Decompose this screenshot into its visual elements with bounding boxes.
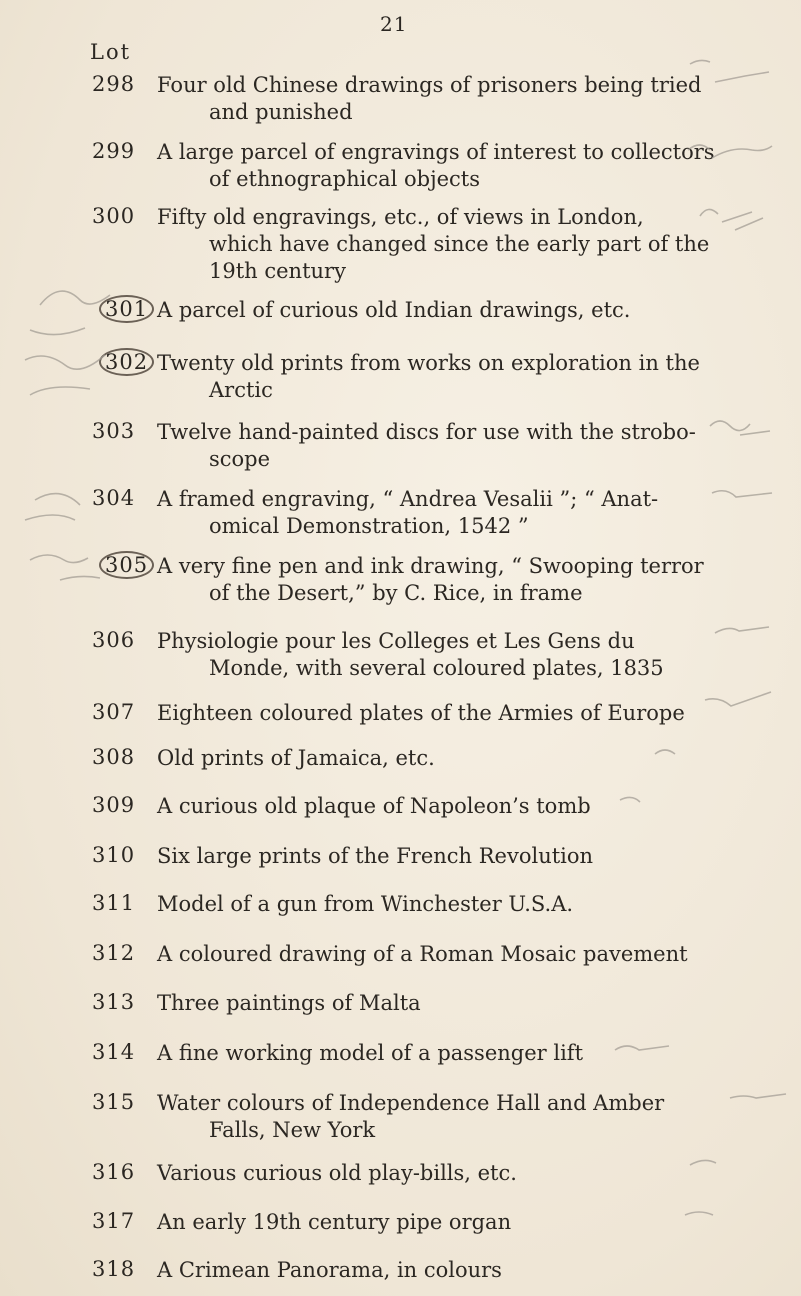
lot-number: 310 — [92, 843, 136, 867]
lot-number: 300 — [92, 204, 136, 228]
lot-number: 316 — [92, 1160, 136, 1184]
pencil-mark — [25, 355, 105, 395]
lot-description — [157, 1160, 757, 1187]
description-line: A Crimean Panorama, in colours — [157, 1258, 502, 1282]
description-line: A large parcel of engravings of interest to collectors — [157, 140, 715, 164]
description-line: Twelve hand-painted discs for use with the strobo- — [157, 420, 696, 444]
description-line: Monde, with several coloured plates, 1835 — [209, 656, 664, 680]
description-line: which have changed since the early part of the — [209, 232, 710, 256]
description-line: Old prints of Jamaica, etc. — [157, 746, 435, 770]
lot-number: 299 — [92, 139, 136, 163]
lot-number: 303 — [92, 419, 136, 443]
lot-number: 309 — [92, 793, 136, 817]
description-line: Water colours of Independence Hall and Amber — [157, 1091, 665, 1115]
lot-number: 318 — [92, 1257, 136, 1281]
description-line: Arctic — [209, 378, 273, 402]
lot-description — [157, 628, 757, 682]
lot-description — [157, 745, 757, 772]
lot-number: 304 — [92, 486, 136, 510]
lot-description — [157, 297, 757, 324]
description-line: Three paintings of Malta — [157, 991, 421, 1015]
lot-description — [157, 700, 757, 727]
page-number: 21 — [380, 12, 408, 36]
lot-number: 315 — [92, 1090, 136, 1114]
description-line: Fifty old engravings, etc., of views in London, — [157, 205, 644, 229]
description-line: A very fine pen and ink drawing, “ Swooping terror — [157, 554, 704, 578]
lot-number: 311 — [92, 891, 136, 915]
lot-description — [157, 486, 757, 540]
lot-number-circled: 302 — [99, 348, 154, 376]
lot-description — [157, 843, 757, 870]
description-line: and punished — [209, 100, 353, 124]
description-line: A parcel of curious old Indian drawings, etc. — [157, 298, 631, 322]
description-line: Eighteen coloured plates of the Armies of Europe — [157, 701, 685, 725]
lot-number-circled: 305 — [99, 551, 154, 579]
lot-description — [157, 990, 757, 1017]
lot-number: 306 — [92, 628, 136, 652]
lot-number: 313 — [92, 990, 136, 1014]
description-line: A coloured drawing of a Roman Mosaic pavement — [157, 942, 688, 966]
description-line: 19th century — [209, 259, 346, 283]
lot-description — [157, 1040, 757, 1067]
lot-number: 317 — [92, 1209, 136, 1233]
description-line: Six large prints of the French Revolution — [157, 844, 594, 868]
lot-number: 312 — [92, 941, 136, 965]
description-line: Various curious old play-bills, etc. — [157, 1161, 517, 1185]
lot-description — [157, 793, 757, 820]
lot-description — [157, 419, 757, 473]
description-line: scope — [209, 447, 271, 471]
lot-column-header: Lot — [90, 40, 132, 64]
lot-description — [157, 891, 757, 918]
lot-description — [157, 553, 757, 607]
description-line: A curious old plaque of Napoleon’s tomb — [157, 794, 591, 818]
pencil-mark — [30, 291, 110, 334]
description-line: A fine working model of a passenger lift — [157, 1041, 584, 1065]
lot-number: 307 — [92, 700, 136, 724]
description-line: Model of a gun from Winchester U.S.A. — [157, 892, 574, 916]
lot-description — [157, 941, 757, 968]
description-line: Four old Chinese drawings of prisoners being tried — [157, 73, 702, 97]
description-line: An early 19th century pipe organ — [157, 1210, 512, 1234]
description-line: A framed engraving, “ Andrea Vesalii ”; “ Anat- — [157, 487, 659, 511]
description-line: Falls, New York — [209, 1118, 376, 1142]
lot-description — [157, 139, 757, 193]
lot-description — [157, 72, 757, 126]
pencil-mark — [30, 555, 100, 580]
description-line: omical Demonstration, 1542 ” — [209, 514, 529, 538]
lot-description — [157, 350, 757, 404]
description-line: of the Desert,” by C. Rice, in frame — [209, 581, 583, 605]
lot-number: 298 — [92, 72, 136, 96]
lot-number: 314 — [92, 1040, 136, 1064]
description-line: Twenty old prints from works on exploration in the — [157, 351, 700, 375]
lot-number-circled: 301 — [99, 295, 154, 323]
lot-description — [157, 1257, 757, 1284]
lot-description — [157, 1090, 757, 1144]
description-line: Physiologie pour les Colleges et Les Gens du — [157, 629, 635, 653]
lot-description — [157, 204, 757, 285]
lot-description — [157, 1209, 757, 1236]
description-line: of ethnographical objects — [209, 167, 481, 191]
lot-number: 308 — [92, 745, 136, 769]
